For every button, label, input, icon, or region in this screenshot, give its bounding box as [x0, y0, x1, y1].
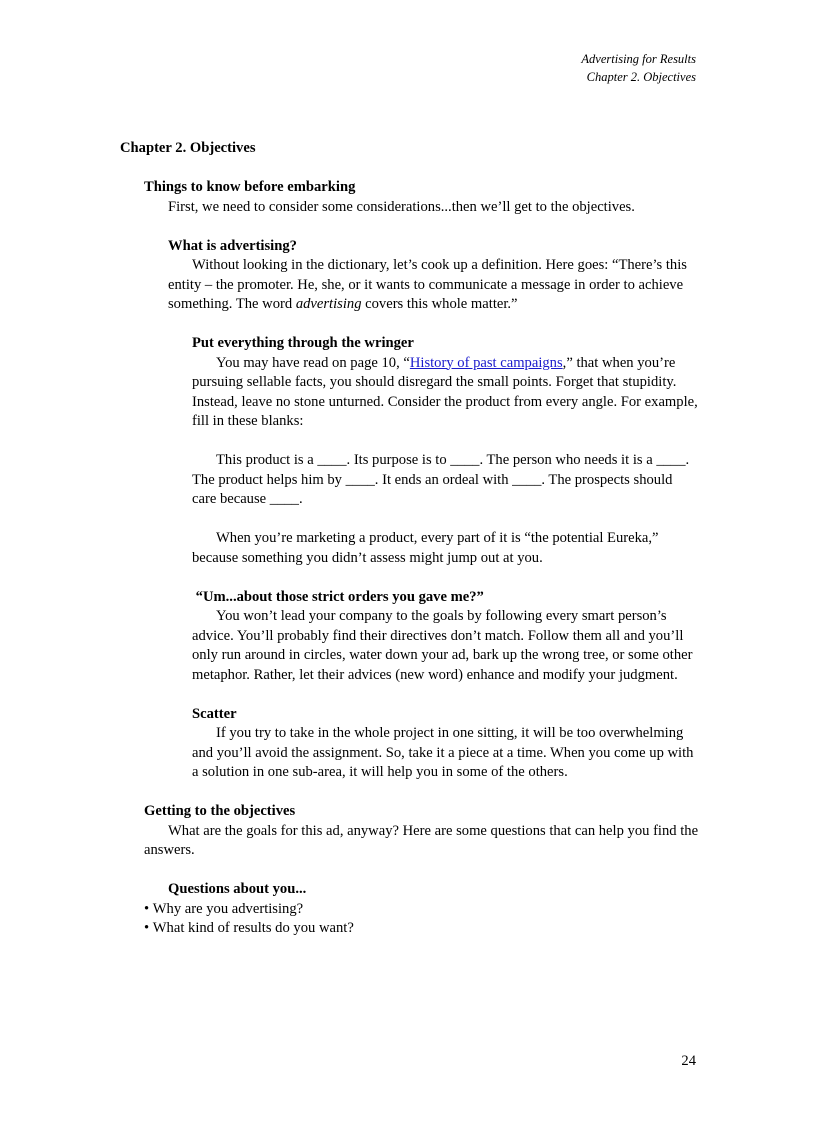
history-link[interactable]: History of past campaigns [409, 354, 563, 371]
orders-paragraph: You won’t lead your company to the goals by following every smart person’s advice. You’ll probably find their directives don’t match. Follow them all and you’ll only run around in circles, water down your ad, bark up the wrong tree, or some other metaphor. Rather, let their advices (new word) enhance and modify your judgment. [192, 608, 693, 683]
scatter-paragraph: If you try to take in the whole project in one sitting, it will be too overwhelming and you’ll avoid the assignment. So, take it a piece at a time. When you come up with a solution in one sub-area, it will help you in some of the others. [192, 725, 694, 780]
heading-scatter: Scatter [192, 705, 237, 722]
heading-wringer: Put everything through the wringer [192, 335, 414, 351]
heading-what-is-advertising: What is advertising? [168, 237, 297, 254]
definition-paragraph: Without looking in the dictionary, let’s cook up a definition. Here goes: “There’s this entity – the promoter. He, she, or it wants to communicate a message in order to achieve something. The word advertising covers this whole matter.” [168, 257, 687, 312]
heading-questions-about-you: Questions about you... [168, 881, 307, 897]
list-item: • Why are you advertising? [144, 900, 700, 920]
wringer-paragraph: You may have read on page 10, “History of past campaigns,” that when you’re pursuing sellable facts, you should disregard the small points. Forget that stupidity. Instead, leave no stone unturned. Consider the product from every angle. For example, fill in these blanks: [192, 354, 698, 429]
intro-paragraph: First, we need to consider some considerations...then we’ll get to the objectives. [168, 198, 635, 215]
list-item: • What kind of results do you want? [144, 919, 700, 939]
running-header [581, 50, 696, 86]
header-book-title: Advertising for Results [581, 52, 696, 66]
italic-advertising: advertising [295, 296, 362, 312]
questions-list [120, 900, 700, 939]
heading-things-to-know: Things to know before embarking [144, 179, 356, 195]
blanks-paragraph: This product is a ____. Its purpose is to ____. The person who needs it is a ____. The product helps him by ____. It ends an ordeal with ____. The prospects should care because ____. [192, 452, 690, 507]
heading-getting-to-objectives: Getting to the objectives [144, 803, 296, 819]
page-content [120, 139, 700, 939]
objectives-paragraph: What are the goals for this ad, anyway? Here are some questions that can help you find the answers. [144, 822, 699, 858]
page-number: 24 [681, 1053, 696, 1069]
eureka-paragraph: When you’re marketing a product, every part of it is “the potential Eureka,” because something you didn’t assess might jump out at you. [192, 530, 659, 566]
header-chapter: Chapter 2. Objectives [586, 70, 696, 84]
chapter-title: Chapter 2. Objectives [120, 140, 256, 156]
heading-strict-orders: “Um...about those strict orders you gave me?” [192, 588, 484, 605]
